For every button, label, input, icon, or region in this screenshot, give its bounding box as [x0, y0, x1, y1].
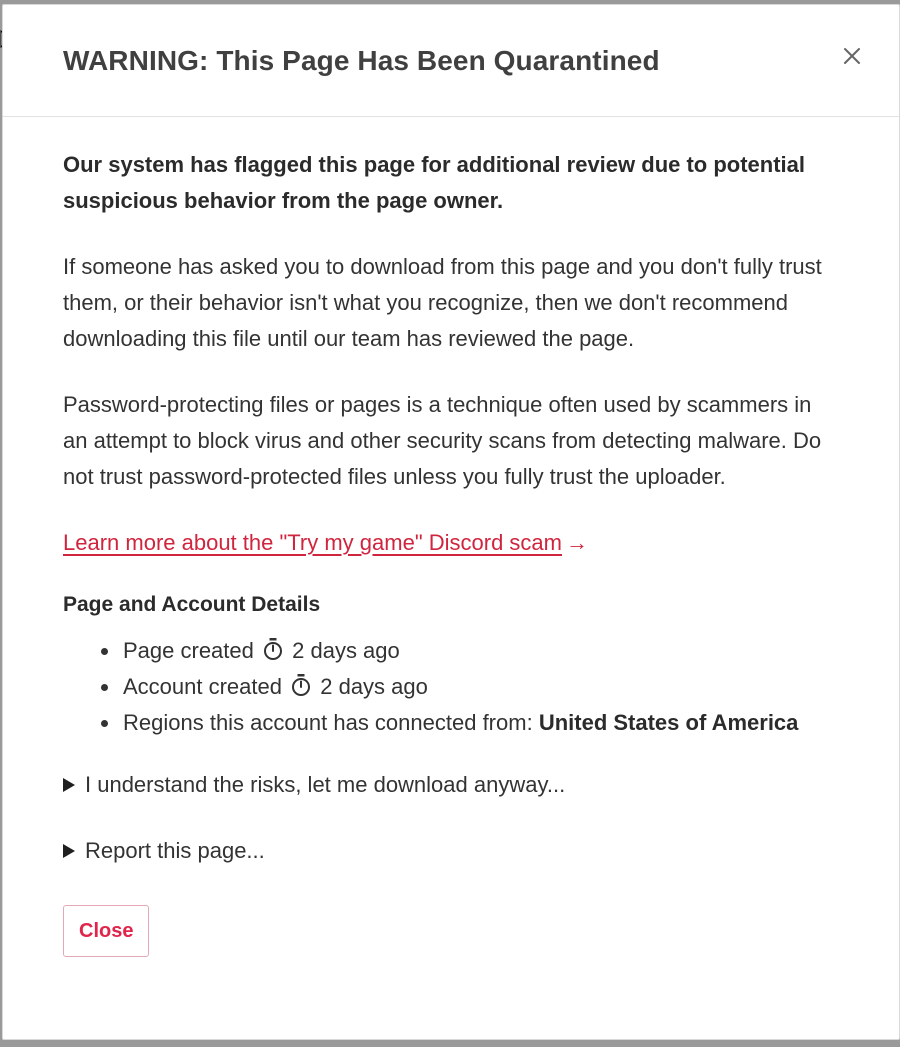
close-dialog-button[interactable] [837, 41, 867, 71]
dialog-body [3, 117, 899, 957]
disclosure-triangle-icon [63, 778, 75, 792]
list-item-account-created [101, 669, 839, 705]
report-page-toggle[interactable] [63, 833, 839, 869]
regions-value: United States of America [538, 710, 799, 735]
stopwatch-icon [290, 673, 312, 697]
page-created-label: Page created [123, 638, 254, 663]
warning-paragraph-trust: If someone has asked you to download from this page and you don't fully trust them, or their behavior isn't what you recognize, then we don't recommend downloading this file until our team has reviewed the page. [63, 254, 822, 351]
warning-paragraph-password: Password-protecting files or pages is a technique often used by scammers in an attempt to block virus and other security scans from detecting malware. Do not trust password-protected files unless you fully trust the uploader. [63, 392, 822, 489]
disclosure-triangle-icon [63, 844, 75, 858]
dialog-title: WARNING: This Page Has Been Quarantined [63, 45, 660, 76]
warning-lead: Our system has flagged this page for additional review due to potential suspicious behavior from the page owner. [63, 152, 806, 213]
stopwatch-icon [262, 637, 284, 661]
list-item-page-created [101, 633, 839, 669]
report-page-label: Report this page... [85, 838, 265, 863]
dialog-header [3, 5, 899, 117]
details-heading: Page and Account Details [63, 593, 321, 616]
quarantine-dialog [2, 4, 900, 1040]
close-button[interactable]: Close [63, 905, 149, 957]
close-icon [843, 47, 861, 65]
right-arrow-icon: → [566, 530, 588, 555]
learn-more-link[interactable]: Learn more about the "Try my game" Discord scam [63, 530, 562, 555]
page-created-value: 2 days ago [292, 638, 400, 663]
download-anyway-toggle[interactable] [63, 767, 839, 803]
account-created-value: 2 days ago [320, 674, 428, 699]
regions-label: Regions this account has connected from: [123, 710, 533, 735]
list-item-regions [101, 705, 839, 741]
details-list [63, 633, 839, 741]
learn-more-row [63, 525, 839, 561]
download-anyway-label: I understand the risks, let me download anyway... [85, 772, 566, 797]
account-created-label: Account created [123, 674, 282, 699]
